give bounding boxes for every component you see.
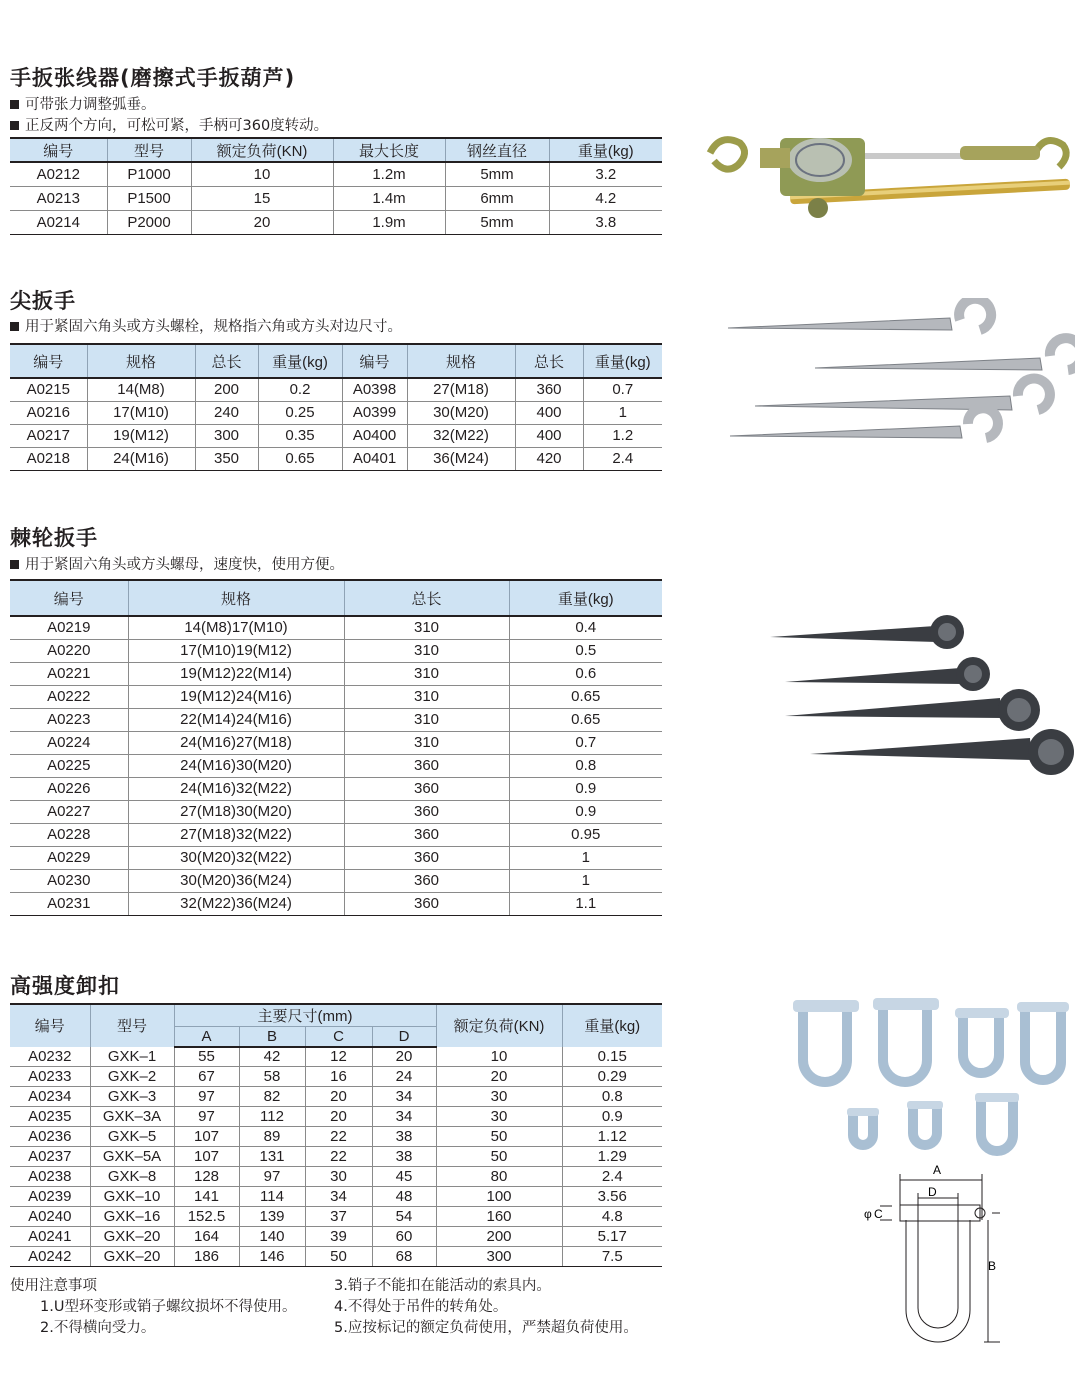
table-cell: 34 [305, 1187, 372, 1207]
table-cell: 360 [515, 378, 583, 401]
table-cell: 24(M16)30(M20) [128, 754, 344, 777]
section-pointed-wrench [10, 285, 76, 315]
table-row [10, 1107, 662, 1127]
table-cell: A0239 [10, 1187, 90, 1207]
table-cell: A0234 [10, 1087, 90, 1107]
table-cell: A0227 [10, 800, 128, 823]
table-body [10, 1047, 662, 1267]
table-cell: 3.2 [549, 162, 662, 186]
table-cell: 0.95 [509, 823, 662, 846]
dim-label-c: C [874, 1207, 883, 1221]
table-cell: A0219 [10, 616, 128, 639]
table-cell: 30 [436, 1087, 562, 1107]
table-cell: 310 [344, 662, 509, 685]
table-cell: 10 [436, 1047, 562, 1067]
table-cell: 146 [239, 1247, 305, 1267]
table-cell: P2000 [107, 210, 191, 234]
table-cell: 45 [372, 1167, 436, 1187]
table-cell: GXK–2 [90, 1067, 174, 1087]
table-cell: 22 [305, 1127, 372, 1147]
table-row [10, 892, 662, 915]
table-cell: GXK–5A [90, 1147, 174, 1167]
table-cell: 20 [436, 1067, 562, 1087]
col-header: 编号 [10, 138, 107, 162]
table-cell: 114 [239, 1187, 305, 1207]
table-cell: A0229 [10, 846, 128, 869]
table-cell: 0.9 [562, 1107, 662, 1127]
table-row [10, 1067, 662, 1087]
table-cell: 300 [436, 1247, 562, 1267]
table-cell: A0230 [10, 869, 128, 892]
col-header: 额定负荷(KN) [191, 138, 333, 162]
table-cell: 160 [436, 1207, 562, 1227]
bullet-square-icon [10, 100, 19, 109]
table-row [10, 662, 662, 685]
table-cell: 24(M16)32(M22) [128, 777, 344, 800]
table-row [10, 754, 662, 777]
table-cell: 350 [195, 447, 258, 470]
table-cell: 14(M8) [87, 378, 195, 401]
table-cell: 34 [372, 1107, 436, 1127]
table-cell: 19(M12) [87, 424, 195, 447]
table-cell: 16 [305, 1067, 372, 1087]
col-subheader: C [305, 1027, 372, 1047]
table-cell: 32(M22)36(M24) [128, 892, 344, 915]
table-cell: GXK–20 [90, 1247, 174, 1267]
bullet-square-icon [10, 322, 19, 331]
table-cell: 0.2 [258, 378, 342, 401]
table-cell: 19(M12)22(M14) [128, 662, 344, 685]
table-cell: 139 [239, 1207, 305, 1227]
table-cell: 10 [191, 162, 333, 186]
table-cell: A0223 [10, 708, 128, 731]
table-cell: 3.8 [549, 210, 662, 234]
table-cell: 112 [239, 1107, 305, 1127]
col-subheader: A [174, 1027, 239, 1047]
table-cell: GXK–1 [90, 1047, 174, 1067]
table-cell: A0400 [342, 424, 407, 447]
table-row [10, 401, 662, 424]
table-cell: GXK–16 [90, 1207, 174, 1227]
table-row [10, 186, 662, 210]
table-row [10, 616, 662, 639]
table-cell: 37 [305, 1207, 372, 1227]
table-cell: A0228 [10, 823, 128, 846]
note-item: 4.不得处于吊件的转角处。 [334, 1299, 508, 1315]
table-cell: 5.17 [562, 1227, 662, 1247]
table-cell: 0.8 [509, 754, 662, 777]
col-header: 重量(kg) [583, 344, 662, 378]
table-cell: 20 [305, 1107, 372, 1127]
table-cell: 3.56 [562, 1187, 662, 1207]
table-cell: 4.8 [562, 1207, 662, 1227]
table-cell: 0.15 [562, 1047, 662, 1067]
col-header: 编号 [10, 1004, 90, 1047]
col-header: 编号 [10, 580, 128, 616]
table-row [10, 800, 662, 823]
col-header: 总长 [515, 344, 583, 378]
table-row [10, 378, 662, 401]
table-row [10, 1147, 662, 1167]
table-cell: 5mm [445, 210, 549, 234]
table-cell: 38 [372, 1127, 436, 1147]
table-cell: A0213 [10, 186, 107, 210]
table-cell: 36(M24) [407, 447, 515, 470]
section-ratchet-wrench [10, 522, 98, 552]
table-cell: 30(M20) [407, 401, 515, 424]
table-cell: 164 [174, 1227, 239, 1247]
table-row [10, 639, 662, 662]
usage-notes-right [334, 1276, 638, 1339]
table-cell: A0242 [10, 1247, 90, 1267]
table-cell: A0224 [10, 731, 128, 754]
table-cell: A0218 [10, 447, 87, 470]
table-cell: 14(M8)17(M10) [128, 616, 344, 639]
table-row [10, 210, 662, 234]
table-shackle [10, 1003, 662, 1267]
table-cell: 2.4 [562, 1167, 662, 1187]
table-cell: 360 [344, 800, 509, 823]
table-cell: 17(M10) [87, 401, 195, 424]
col-header: 重量(kg) [562, 1004, 662, 1047]
note-item: 3.销子不能扣在能活动的索具内。 [334, 1278, 551, 1294]
table-cell: 1 [509, 869, 662, 892]
table-cell: 0.65 [509, 708, 662, 731]
section-shackle [10, 970, 120, 1000]
table-row [10, 1087, 662, 1107]
table-cell: 0.7 [509, 731, 662, 754]
col-header: 额定负荷(KN) [436, 1004, 562, 1047]
table-cell: 0.4 [509, 616, 662, 639]
col-header: 最大长度 [333, 138, 445, 162]
col-header: 重量(kg) [258, 344, 342, 378]
table-cell: 310 [344, 685, 509, 708]
table-cell: 360 [344, 777, 509, 800]
col-header: 规格 [407, 344, 515, 378]
table-cell: 4.2 [549, 186, 662, 210]
table-cell: 0.65 [509, 685, 662, 708]
table-cell: GXK–10 [90, 1187, 174, 1207]
table-cell: 89 [239, 1127, 305, 1147]
table-cell: 141 [174, 1187, 239, 1207]
table-cell: 360 [344, 846, 509, 869]
col-header: 型号 [90, 1004, 174, 1047]
bullet-item: 可带张力调整弧垂。 [10, 95, 328, 116]
table-cell: 200 [195, 378, 258, 401]
table-cell: 27(M18) [407, 378, 515, 401]
table-row [10, 731, 662, 754]
table-cell: A0215 [10, 378, 87, 401]
table-cell: 128 [174, 1167, 239, 1187]
table-row [10, 1247, 662, 1267]
table-cell: 0.35 [258, 424, 342, 447]
section-lever-hoist [10, 62, 295, 92]
table-cell: 360 [344, 823, 509, 846]
table-cell: 0.6 [509, 662, 662, 685]
table-row [10, 1207, 662, 1227]
table-cell: 2.4 [583, 447, 662, 470]
table-body [10, 616, 662, 915]
table-cell: A0226 [10, 777, 128, 800]
table-row [10, 1127, 662, 1147]
table-cell: A0232 [10, 1047, 90, 1067]
table-cell: 310 [344, 616, 509, 639]
table-cell: 420 [515, 447, 583, 470]
bullet-list [10, 555, 344, 576]
col-header: 编号 [342, 344, 407, 378]
bullet-list [10, 317, 402, 338]
table-cell: 22(M14)24(M16) [128, 708, 344, 731]
table-cell: 1 [583, 401, 662, 424]
table-ratchet-wrench [10, 579, 662, 916]
col-header: 钢丝直径 [445, 138, 549, 162]
bullet-item: 用于紧固六角头或方头螺母，速度快，使用方便。 [10, 555, 344, 576]
table-row [10, 869, 662, 892]
table-cell: 240 [195, 401, 258, 424]
table-cell: 1 [509, 846, 662, 869]
table-cell: 67 [174, 1067, 239, 1087]
table-cell: 55 [174, 1047, 239, 1067]
table-cell: 0.25 [258, 401, 342, 424]
table-cell: 27(M18)32(M22) [128, 823, 344, 846]
table-cell: A0216 [10, 401, 87, 424]
table-cell: 100 [436, 1187, 562, 1207]
table-row [10, 823, 662, 846]
table-cell: GXK–3A [90, 1107, 174, 1127]
dim-label-phi: φ [864, 1207, 872, 1221]
table-cell: 48 [372, 1187, 436, 1207]
table-cell: A0398 [342, 378, 407, 401]
table-cell: 20 [191, 210, 333, 234]
table-cell: 17(M10)19(M12) [128, 639, 344, 662]
table-cell: A0225 [10, 754, 128, 777]
table-lever-hoist [10, 137, 662, 235]
table-cell: 300 [195, 424, 258, 447]
table-cell: A0236 [10, 1127, 90, 1147]
table-cell: 1.12 [562, 1127, 662, 1147]
table-cell: A0231 [10, 892, 128, 915]
table-cell: 42 [239, 1047, 305, 1067]
table-cell: 30 [436, 1107, 562, 1127]
table-body [10, 162, 662, 234]
table-cell: 24(M16)27(M18) [128, 731, 344, 754]
table-row [10, 708, 662, 731]
bullet-square-icon [10, 560, 19, 569]
table-cell: 1.2m [333, 162, 445, 186]
table-body [10, 378, 662, 470]
table-cell: 1.1 [509, 892, 662, 915]
table-cell: 0.65 [258, 447, 342, 470]
bullet-list [10, 95, 328, 137]
table-row [10, 1047, 662, 1067]
dim-label-d: D [928, 1185, 937, 1199]
shackle-diagram [860, 1160, 1000, 1360]
note-item: 5.应按标记的额定负荷使用，严禁超负荷使用。 [334, 1320, 638, 1336]
table-cell: 12 [305, 1047, 372, 1067]
table-pointed-wrench [10, 343, 662, 471]
table-row [10, 1227, 662, 1247]
table-row [10, 447, 662, 470]
table-cell: 32(M22) [407, 424, 515, 447]
table-cell: A0399 [342, 401, 407, 424]
table-cell: 22 [305, 1147, 372, 1167]
col-header: 型号 [107, 138, 191, 162]
table-cell: 1.2 [583, 424, 662, 447]
table-cell: 310 [344, 639, 509, 662]
table-cell: 310 [344, 708, 509, 731]
table-cell: GXK–3 [90, 1087, 174, 1107]
table-cell: 30(M20)32(M22) [128, 846, 344, 869]
table-cell: 107 [174, 1127, 239, 1147]
table-cell: 38 [372, 1147, 436, 1167]
col-header: 重量(kg) [549, 138, 662, 162]
dim-label-a: A [933, 1163, 942, 1177]
dim-label-b: B [988, 1259, 997, 1273]
table-cell: 97 [174, 1107, 239, 1127]
table-cell: 1.9m [333, 210, 445, 234]
table-cell: 6mm [445, 186, 549, 210]
table-cell: 400 [515, 424, 583, 447]
table-cell: A0222 [10, 685, 128, 708]
table-cell: A0237 [10, 1147, 90, 1167]
col-header: 总长 [195, 344, 258, 378]
section-title: 尖扳手 [10, 289, 76, 313]
bullet-item: 用于紧固六角头或方头螺栓，规格指六角或方头对边尺寸。 [10, 317, 402, 338]
col-header: 总长 [344, 580, 509, 616]
table-cell: A0220 [10, 639, 128, 662]
col-header: 重量(kg) [509, 580, 662, 616]
lever-hoist-image [700, 128, 1075, 228]
table-cell: 39 [305, 1227, 372, 1247]
table-cell: 0.9 [509, 777, 662, 800]
table-cell: 186 [174, 1247, 239, 1267]
table-cell: A0214 [10, 210, 107, 234]
table-cell: 310 [344, 731, 509, 754]
table-cell: GXK–5 [90, 1127, 174, 1147]
table-cell: 82 [239, 1087, 305, 1107]
table-cell: 30(M20)36(M24) [128, 869, 344, 892]
table-cell: 152.5 [174, 1207, 239, 1227]
col-subheader: D [372, 1027, 436, 1047]
usage-notes [10, 1276, 296, 1339]
table-cell: A0221 [10, 662, 128, 685]
table-cell: 360 [344, 754, 509, 777]
table-cell: A0401 [342, 447, 407, 470]
table-cell: 58 [239, 1067, 305, 1087]
table-cell: 400 [515, 401, 583, 424]
table-cell: 140 [239, 1227, 305, 1247]
table-cell: 19(M12)24(M16) [128, 685, 344, 708]
table-cell: P1000 [107, 162, 191, 186]
table-cell: 54 [372, 1207, 436, 1227]
table-cell: 360 [344, 892, 509, 915]
table-row [10, 424, 662, 447]
table-cell: 0.8 [562, 1087, 662, 1107]
table-row [10, 1167, 662, 1187]
table-cell: A0233 [10, 1067, 90, 1087]
table-cell: GXK–20 [90, 1227, 174, 1247]
col-header: 规格 [128, 580, 344, 616]
table-row [10, 162, 662, 186]
table-cell: 60 [372, 1227, 436, 1247]
table-cell: 15 [191, 186, 333, 210]
table-cell: 1.4m [333, 186, 445, 210]
table-cell: 97 [239, 1167, 305, 1187]
table-cell: 7.5 [562, 1247, 662, 1267]
table-cell: 20 [372, 1047, 436, 1067]
table-cell: 0.5 [509, 639, 662, 662]
col-header-group: 主要尺寸(mm) [174, 1004, 436, 1027]
section-title: 棘轮扳手 [10, 526, 98, 550]
shackle-image [785, 990, 1075, 1165]
table-cell: 0.9 [509, 800, 662, 823]
note-item: 2.不得横向受力。 [40, 1320, 156, 1336]
table-cell: A0241 [10, 1227, 90, 1247]
notes-heading: 使用注意事项 [10, 1278, 97, 1294]
section-title: 高强度卸扣 [10, 974, 120, 998]
ratchet-wrench-image [765, 612, 1075, 797]
table-cell: 50 [305, 1247, 372, 1267]
table-cell: 27(M18)30(M20) [128, 800, 344, 823]
note-item: 1.U型环变形或销子螺纹损坏不得使用。 [40, 1299, 297, 1315]
table-cell: GXK–8 [90, 1167, 174, 1187]
table-cell: 131 [239, 1147, 305, 1167]
table-cell: 80 [436, 1167, 562, 1187]
table-row [10, 846, 662, 869]
table-cell: 24 [372, 1067, 436, 1087]
table-cell: 24(M16) [87, 447, 195, 470]
table-cell: A0238 [10, 1167, 90, 1187]
table-cell: 0.7 [583, 378, 662, 401]
section-title: 手扳张线器(磨擦式手扳葫芦) [10, 66, 296, 90]
table-cell: A0235 [10, 1107, 90, 1127]
table-cell: P1500 [107, 186, 191, 210]
table-cell: A0212 [10, 162, 107, 186]
col-header: 规格 [87, 344, 195, 378]
table-cell: 20 [305, 1087, 372, 1107]
col-header: 编号 [10, 344, 87, 378]
table-cell: 360 [344, 869, 509, 892]
bullet-item: 正反两个方向，可松可紧，手柄可360度转动。 [10, 116, 328, 137]
table-cell: A0240 [10, 1207, 90, 1227]
table-cell: 50 [436, 1127, 562, 1147]
table-row [10, 777, 662, 800]
table-cell: A0217 [10, 424, 87, 447]
table-cell: 50 [436, 1147, 562, 1167]
table-cell: 5mm [445, 162, 549, 186]
table-cell: 30 [305, 1167, 372, 1187]
table-cell: 34 [372, 1087, 436, 1107]
table-cell: 107 [174, 1147, 239, 1167]
bullet-square-icon [10, 121, 19, 130]
table-cell: 68 [372, 1247, 436, 1267]
table-cell: 0.29 [562, 1067, 662, 1087]
table-row [10, 1187, 662, 1207]
pointed-wrench-image [720, 298, 1075, 448]
table-row [10, 685, 662, 708]
col-subheader: B [239, 1027, 305, 1047]
table-cell: 97 [174, 1087, 239, 1107]
table-cell: 200 [436, 1227, 562, 1247]
table-cell: 1.29 [562, 1147, 662, 1167]
